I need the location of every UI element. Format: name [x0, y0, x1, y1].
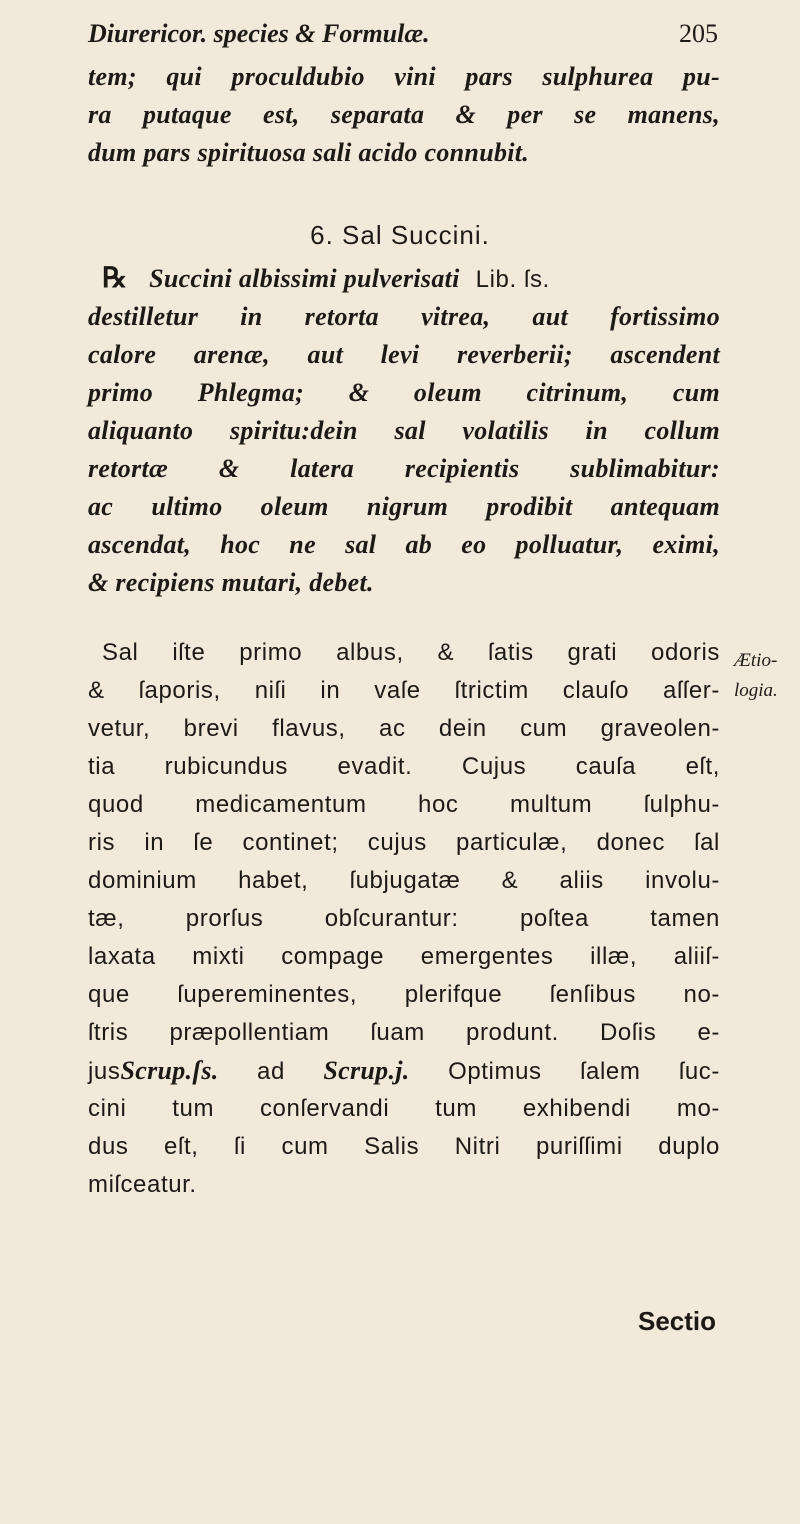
text-line: primo Phlegma; & oleum citrinum, cum [88, 378, 720, 407]
dose-line [88, 1052, 720, 1090]
recipe-quantity: Lib. ſs. [475, 266, 550, 293]
text-line: vetur, brevi flavus, ac dein cum graveolen- [88, 715, 720, 742]
recipe-first-line [88, 260, 720, 298]
text-line: ascendat, hoc ne sal ab eo polluatur, eximi, [88, 530, 720, 559]
text-line: tia rubicundus evadit. Cujus cauſa eſt, [88, 753, 720, 780]
text-line: que ſupereminentes, plerifque ſenſibus no- [88, 981, 720, 1008]
text-line: dominium habet, ſubjugatæ & aliis involu- [88, 867, 720, 894]
text-line: ac ultimo oleum nigrum prodibit antequam [88, 492, 720, 521]
margin-note [734, 646, 798, 706]
dose-mid: ad [257, 1058, 285, 1085]
text-line: dus eſt, ſi cum Salis Nitri puriſſimi duplo [88, 1133, 720, 1160]
body-paragraph [88, 634, 720, 1204]
text-line: retortæ & latera recipientis sublimabitur: [88, 454, 720, 483]
text-line: & recipiens mutari, debet. [88, 568, 374, 597]
text-line: quod medicamentum hoc multum ſulphu- [88, 791, 720, 818]
text-line: tem; qui proculdubio vini pars sulphurea pu- [88, 62, 720, 91]
text-line: laxata mixti compage emergentes illæ, aliiſ- [88, 943, 720, 970]
recipe-symbol-icon: ℞ [102, 263, 128, 294]
text-line: cini tum conſervandi tum exhibendi mo- [88, 1095, 720, 1122]
text-line: aliquanto spiritu:dein sal volatilis in collum [88, 416, 720, 445]
running-header [88, 12, 728, 56]
margin-note-line: Ætio- [734, 650, 778, 671]
dose-prefix: jus [88, 1058, 121, 1085]
text-line: ra putaque est, separata & per se manens, [88, 100, 720, 129]
text-line: & ſaporis, niſi in vaſe ſtrictim clauſo aſſer- [88, 677, 720, 704]
text-line: destilletur in retorta vitrea, aut fortissimo [88, 302, 720, 331]
section-heading: 6. Sal Succini. [310, 220, 490, 250]
text-line: Sal iſte primo albus, & ſatis grati odoris [102, 639, 720, 666]
text-line: dum pars spirituosa sali acido connubit. [88, 138, 530, 167]
dose-from: Scrup.ſs. [120, 1056, 219, 1085]
text-line: tæ, prorſus obſcurantur: poſtea tamen [88, 905, 720, 932]
recipe-paragraph [88, 260, 720, 602]
text-line: miſceatur. [88, 1171, 197, 1198]
page-number: 205 [679, 19, 718, 48]
text-line: ſtris præpollentiam ſuam produnt. Doſis e- [88, 1019, 720, 1046]
dose-to: Scrup.j. [323, 1056, 410, 1085]
dose-suffix: Optimus ſalem ſuc- [448, 1058, 720, 1085]
text-line: calore arenæ, aut levi reverberii; ascendent [88, 340, 720, 369]
margin-note-line: logia. [734, 680, 778, 701]
catchword: Sectio [638, 1306, 717, 1336]
recipe-ingredient: Succini albissimi pulverisati [149, 264, 460, 293]
text-line: ris in ſe continet; cujus particulæ, donec ſal [88, 829, 720, 856]
intro-paragraph [88, 58, 720, 172]
running-title: Diurericor. species & Formulæ. [88, 19, 430, 48]
